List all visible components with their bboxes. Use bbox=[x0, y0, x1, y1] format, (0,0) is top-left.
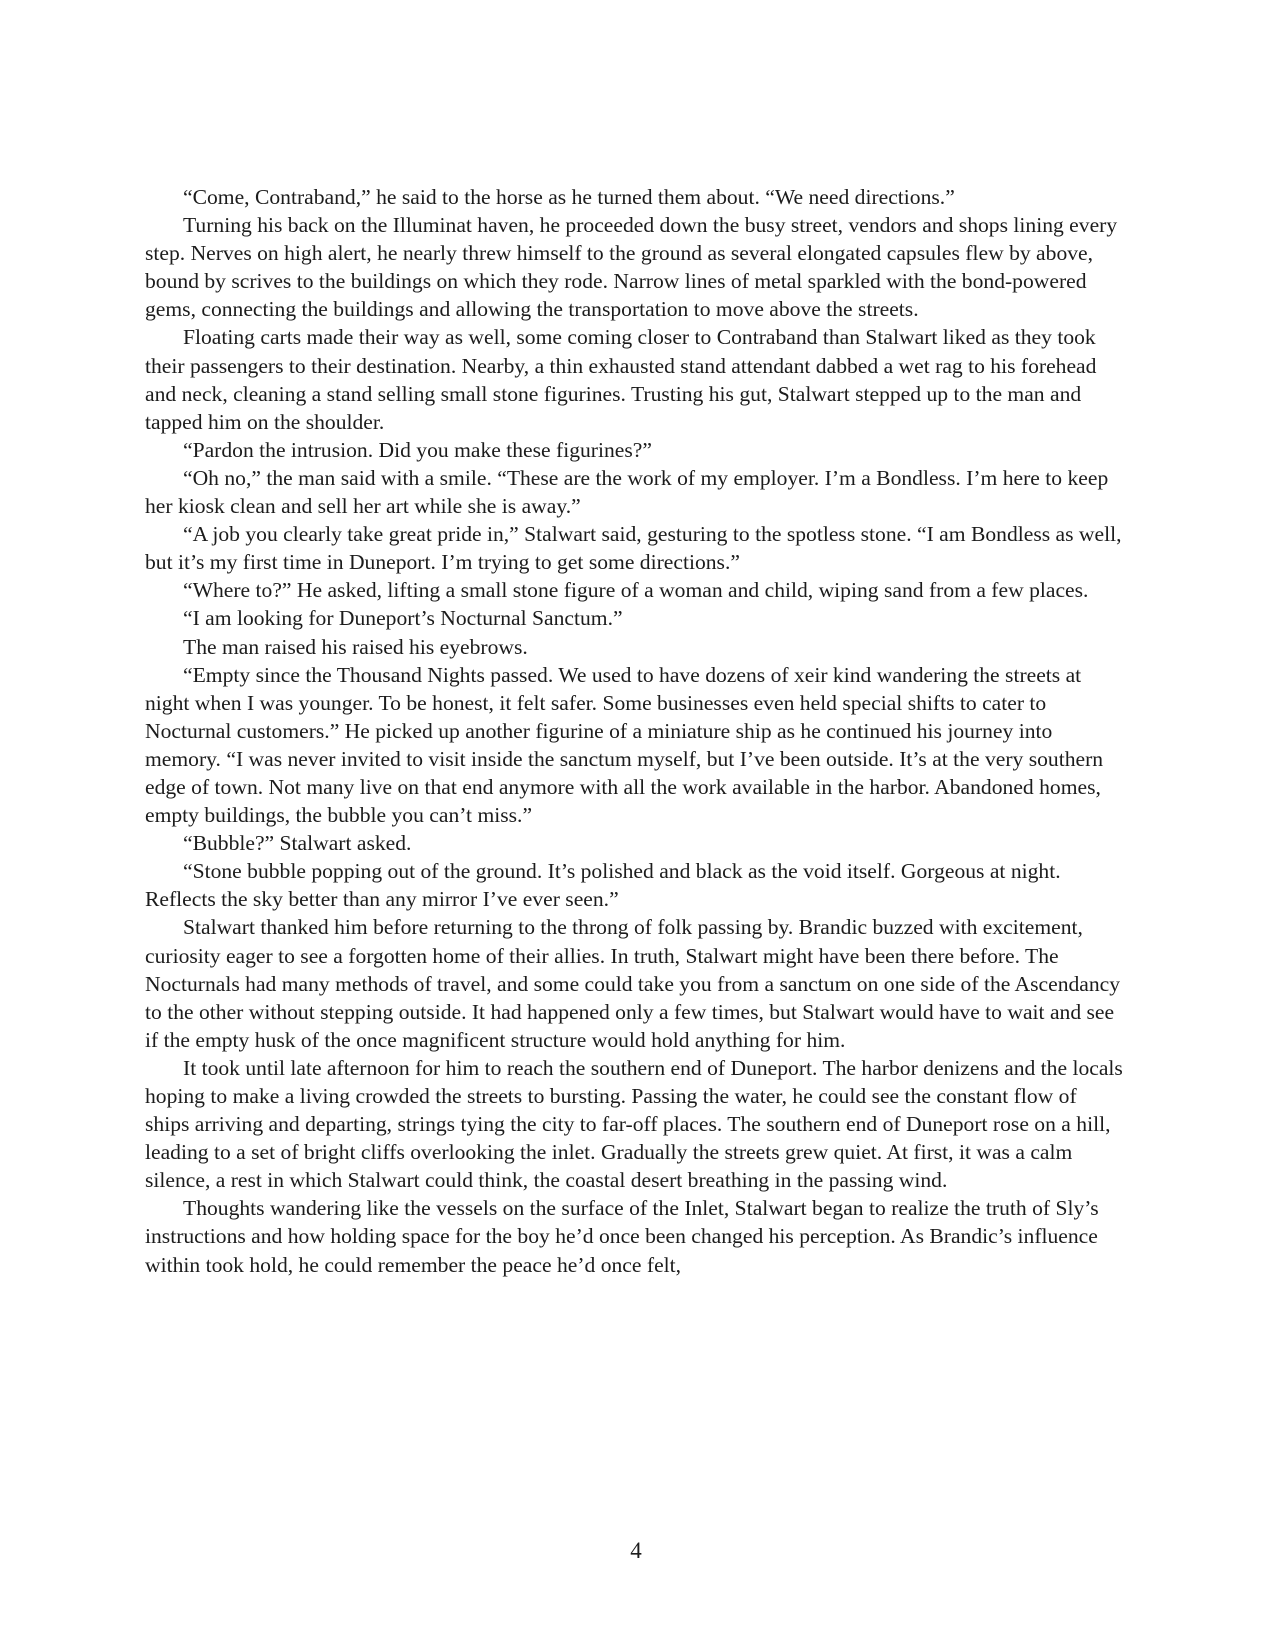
paragraph: Floating carts made their way as well, some coming closer to Contraband than Stalwart liked as they took their passengers to their destination. Nearby, a thin exhausted stand attendant dabbed a wet rag to his forehead and neck, cleaning a stand selling small stone figurines. Trusting his gut, Stalwart stepped up to the man and tapped him on the shoulder. bbox=[145, 325, 1097, 434]
paragraph: Thoughts wandering like the vessels on the surface of the Inlet, Stalwart began to realize the truth of Sly’s instructions and how holding space for the boy he’d once been changed his perception. As Brandic’s influence within took hold, he could remember the peace he’d once felt, bbox=[145, 1196, 1099, 1277]
paragraph: Turning his back on the Illuminat haven, he proceeded down the busy street, vendors and shops lining every step. Nerves on high alert, he nearly threw himself to the ground as several elongated capsules flew by above, bound by scrives to the buildings on which they rode. Narrow lines of metal sparkled with the bond-powered gems, connecting the buildings and allowing the transportation to move above the streets. bbox=[145, 213, 1118, 322]
paragraph: “Oh no,” the man said with a smile. “These are the work of my employer. I’m a Bondless. I’m here to keep her kiosk clean and sell her art while she is away.” bbox=[145, 465, 1109, 519]
paragraph: “Stone bubble popping out of the ground. It’s polished and black as the void itself. Gorgeous at night. Reflects the sky better than any mirror I’ve ever seen.” bbox=[145, 859, 1061, 912]
paragraph: “Empty since the Thousand Nights passed. We used to have dozens of xeir kind wandering the streets at night when I was younger. To be honest, it felt safer. Some businesses even held special shifts to cater to Nocturnal customers.” He picked up another figurine of a miniature ship as he continued his journey into memory. “I was never invited to visit inside the sanctum myself, but I’ve been outside. It’s at the very southern edge of town. Not many live on that end anymore with all the work available in the harbor. Abandoned homes, empty buildings, the bubble you can’t miss.” bbox=[145, 662, 1104, 828]
paragraph: It took until late afternoon for him to reach the southern end of Duneport. The harbor denizens and the locals hoping to make a living crowded the streets to bursting. Passing the water, he could see the constant flow of ships arriving and departing, strings tying the city to far-off places. The southern end of Duneport rose on a hill, leading to a set of bright cliffs overlooking the inlet. Gradually the streets grew quiet. At first, it was a calm silence, a rest in which Stalwart could think, the coastal desert breathing in the passing wind. bbox=[145, 1055, 1123, 1193]
page-number: 4 bbox=[630, 1538, 642, 1563]
paragraph: “I am looking for Duneport’s Nocturnal Sanctum.” bbox=[183, 606, 623, 631]
paragraph: “Pardon the intrusion. Did you make these figurines?” bbox=[183, 437, 652, 462]
paragraph: Stalwart thanked him before returning to the throng of folk passing by. Brandic buzzed with excitement, curiosity eager to see a forgotten home of their allies. In truth, Stalwart might have been there before. The Nocturnals had many methods of travel, and some could take you from a sanctum on one side of the Ascendancy to the other without stepping outside. It had happened only a few times, but Stalwart would have to wait and see if the empty husk of the once magnificent structure would hold anything for him. bbox=[145, 915, 1121, 1052]
paragraph: “Come, Contraband,” he said to the horse as he turned them about. “We need directions.” bbox=[183, 185, 955, 209]
paragraph: The man raised his raised his eyebrows. bbox=[183, 634, 528, 659]
paragraph: “Where to?” He asked, lifting a small stone figure of a woman and child, wiping sand from a few places. bbox=[183, 578, 1089, 603]
paragraph: “Bubble?” Stalwart asked. bbox=[183, 831, 412, 856]
body-text bbox=[145, 183, 1125, 1279]
paragraph: “A job you clearly take great pride in,” Stalwart said, gesturing to the spotless stone. “I am Bondless as well, but it’s my first time in Duneport. I’m trying to get some directions.” bbox=[145, 522, 1122, 575]
